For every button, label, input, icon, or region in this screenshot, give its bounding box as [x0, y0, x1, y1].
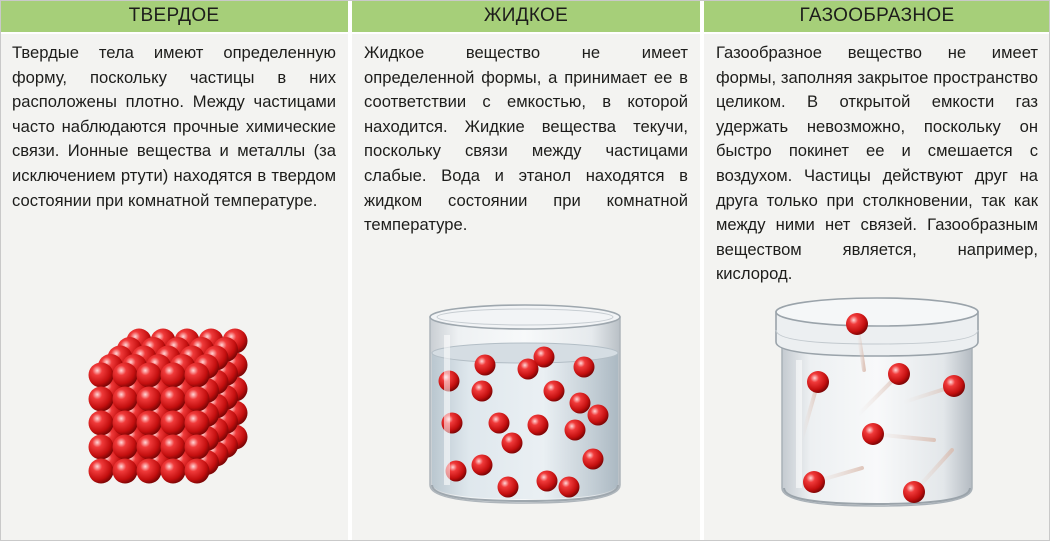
solid-particle — [89, 387, 114, 412]
solid-particle — [185, 435, 210, 460]
solid-column — [0, 0, 348, 541]
liquid-particle — [518, 359, 539, 380]
solid-particle — [89, 459, 114, 484]
solid-particle — [137, 459, 162, 484]
liquid-particle — [498, 477, 519, 498]
liquid-particle — [472, 455, 493, 476]
gas-header: ГАЗООБРАЗНОЕ — [704, 0, 1050, 34]
gas-in-closed-jar-illustration — [704, 290, 1050, 525]
solid-particle — [113, 387, 138, 412]
gas-particle — [803, 471, 825, 493]
liquid-column — [352, 0, 700, 541]
gas-description: Газообразное вещество не имеет формы, заполняя закрытое пространство целиком. В открытой емкости газ удержать невозможно, поскольку он быстро покинет ее и смешается с воздухом. Частицы действуют друг на друга только при столкновении, так как между ними нет связей. Газообразным веществом является, например, кислород. — [716, 43, 1038, 284]
liquid-particle — [583, 449, 604, 470]
gas-particle — [807, 371, 829, 393]
solid-particle — [89, 411, 114, 436]
solid-header: ТВЕРДОЕ — [0, 0, 348, 34]
solid-particle — [161, 459, 186, 484]
gas-column — [704, 0, 1050, 541]
liquid-description: Жидкое вещество не имеет определенной формы, а принимает ее в соответствии с емкостью, в которой находится. Жидкие вещества текучи, поскольку связи между частицами слабые. Вода и этанол находятся в жидком состоянии при комнатной температуре. — [364, 43, 688, 235]
solid-particle — [161, 411, 186, 436]
solid-particle-cube-illustration — [0, 300, 348, 520]
liquid-particle — [559, 477, 580, 498]
solid-particle — [185, 363, 210, 388]
liquid-particle — [502, 433, 523, 454]
solid-particle — [89, 363, 114, 388]
liquid-particle — [472, 381, 493, 402]
solid-description: Твердые тела имеют определенную форму, поскольку частицы в них расположены плотно. Между частицами часто наблюдаются прочные химические связи. Ионные вещества и металлы (за исключением ртути) находятся в твердом состоянии при комнатной температуре. — [12, 43, 336, 210]
liquid-in-glass-illustration — [352, 295, 700, 525]
gas-particle — [903, 481, 925, 503]
liquid-particle — [489, 413, 510, 434]
solid-particle — [113, 459, 138, 484]
liquid-header: ЖИДКОЕ — [352, 0, 700, 34]
solid-particle — [137, 363, 162, 388]
liquid-particle — [588, 405, 609, 426]
solid-particle — [137, 411, 162, 436]
liquid-particle — [565, 420, 586, 441]
gas-particle — [943, 375, 965, 397]
solid-particle — [161, 387, 186, 412]
liquid-particle — [528, 415, 549, 436]
liquid-particle — [544, 381, 565, 402]
liquid-particle — [574, 357, 595, 378]
gas-particle — [846, 313, 868, 335]
solid-particle — [113, 435, 138, 460]
solid-particle — [185, 459, 210, 484]
liquid-particle — [537, 471, 558, 492]
solid-particle — [137, 435, 162, 460]
solid-particle — [113, 363, 138, 388]
solid-particle — [137, 387, 162, 412]
solid-particle — [161, 363, 186, 388]
solid-particle — [161, 435, 186, 460]
gas-particle — [862, 423, 884, 445]
liquid-particle — [570, 393, 591, 414]
solid-particle — [185, 387, 210, 412]
gas-particle — [888, 363, 910, 385]
liquid-particle — [475, 355, 496, 376]
solid-particle — [113, 411, 138, 436]
solid-particle — [89, 435, 114, 460]
solid-particle — [185, 411, 210, 436]
